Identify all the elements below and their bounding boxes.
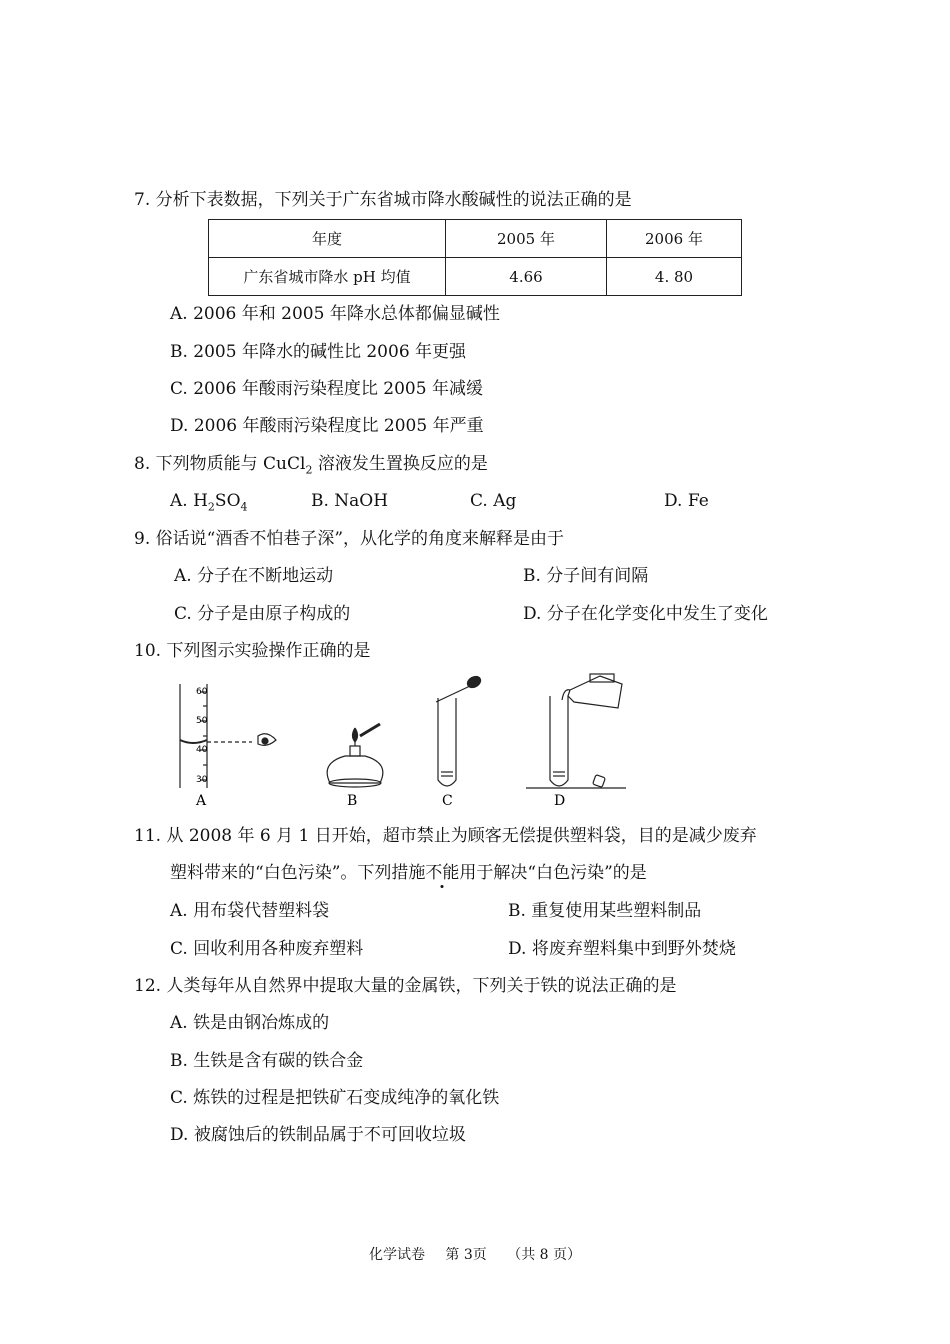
q11-emphasis: [425, 863, 459, 883]
q7-option-a: A. 2006 年和 2005 年降水总体都偏显碱性: [170, 304, 500, 324]
tick-label: 30: [196, 775, 208, 785]
q11-option-c: C. 回收利用各种废弃塑料: [170, 939, 364, 959]
tick-label: 60: [196, 687, 208, 697]
ph-table: [208, 219, 742, 296]
figure-label: B: [347, 793, 358, 809]
q11-option-d: D. 将废弃塑料集中到野外焚烧: [508, 939, 736, 959]
footer-total-pages: （共 8 页）: [507, 1247, 582, 1263]
footer-subject: 化学试卷: [368, 1247, 425, 1263]
q9-stem: 9. 俗话说“酒香不怕巷子深”，从化学的角度来解释是由于: [134, 529, 565, 549]
q7-option-b: B. 2005 年降水的碱性比 2006 年更强: [170, 342, 467, 362]
q8-option-a: [170, 490, 248, 518]
q11-stem-line2: [170, 862, 647, 884]
footer-page-number: 第 3页: [445, 1247, 487, 1263]
table-header-cell: 2006 年: [607, 220, 742, 258]
table-cell: 4.66: [446, 258, 607, 296]
table-row: [209, 258, 742, 296]
figure-label: C: [442, 793, 453, 809]
q11-line2-pre: 塑料带来的“白色污染”。下列措施: [170, 863, 426, 883]
q8-stem-pre: 8. 下列物质能与 CuCl: [134, 454, 306, 474]
q9-option-b: B. 分子间有间隔: [523, 566, 649, 586]
q8-stem-sub: 2: [305, 463, 313, 477]
q8-a-sub1: 2: [207, 500, 215, 514]
table-header-cell: 2005 年: [446, 220, 607, 258]
q11-option-b: B. 重复使用某些塑料制品: [508, 901, 702, 921]
q11-line2-post: 用于解决“白色污染”的是: [459, 863, 647, 883]
table-row: [209, 220, 742, 258]
q11-option-a: A. 用布袋代替塑料袋: [170, 901, 330, 921]
table-cell: 4. 80: [607, 258, 742, 296]
q8-option-b: B. NaOH: [311, 491, 389, 511]
q9-option-c: C. 分子是由原子构成的: [174, 604, 351, 624]
figure-c-dropper-test-tube: [436, 674, 483, 786]
q12-option-b: B. 生铁是含有碳的铁合金: [170, 1051, 364, 1071]
q7-option-c: C. 2006 年酸雨污染程度比 2005 年减缓: [170, 379, 483, 399]
tick-label: 40: [196, 745, 208, 755]
table-header-cell: 年度: [209, 220, 446, 258]
q12-option-c: C. 炼铁的过程是把铁矿石变成纯净的氧化铁: [170, 1088, 500, 1108]
q11-stem-line1: 11. 从 2008 年 6 月 1 日开始，超市禁止为顾客无偿提供塑料袋，目的是减少废弃: [134, 826, 757, 846]
q12-option-d: D. 被腐蚀后的铁制品属于不可回收垃圾: [170, 1125, 466, 1145]
q8-option-d: D. Fe: [664, 491, 709, 511]
q10-stem: 10. 下列图示实验操作正确的是: [134, 641, 371, 661]
figure-a-cylinder: [180, 684, 276, 788]
lab-operations-figure: [170, 668, 640, 814]
tick-label: 50: [196, 716, 208, 726]
table-cell: 广东省城市降水 pH 均值: [209, 258, 446, 296]
q8-stem-post: 溶液发生置换反应的是: [312, 454, 488, 474]
q8-stem: [134, 453, 488, 481]
q11-emphasis-text: 不能: [425, 863, 460, 883]
q8-a-pre: A. H: [170, 491, 208, 511]
q9-option-a: A. 分子在不断地运动: [174, 566, 334, 586]
q12-stem: 12. 人类每年从自然界中提取大量的金属铁，下列关于铁的说法正确的是: [134, 976, 677, 996]
figure-label: D: [554, 793, 566, 809]
q7-stem: 7. 分析下表数据，下列关于广东省城市降水酸碱性的说法正确的是: [134, 190, 632, 210]
q9-option-d: D. 分子在化学变化中发生了变化: [523, 604, 768, 624]
q8-a-sub2: 4: [240, 500, 248, 514]
q8-a-mid: SO: [214, 491, 241, 511]
page-footer: [0, 1244, 950, 1264]
figure-b-alcohol-lamp: [327, 724, 383, 787]
q8-option-c: C. Ag: [470, 491, 517, 511]
figure-label: A: [196, 793, 207, 809]
figure-d-pouring: [526, 674, 626, 788]
q12-option-a: A. 铁是由钢冶炼成的: [170, 1013, 330, 1033]
q7-option-d: D. 2006 年酸雨污染程度比 2005 年严重: [170, 416, 484, 436]
